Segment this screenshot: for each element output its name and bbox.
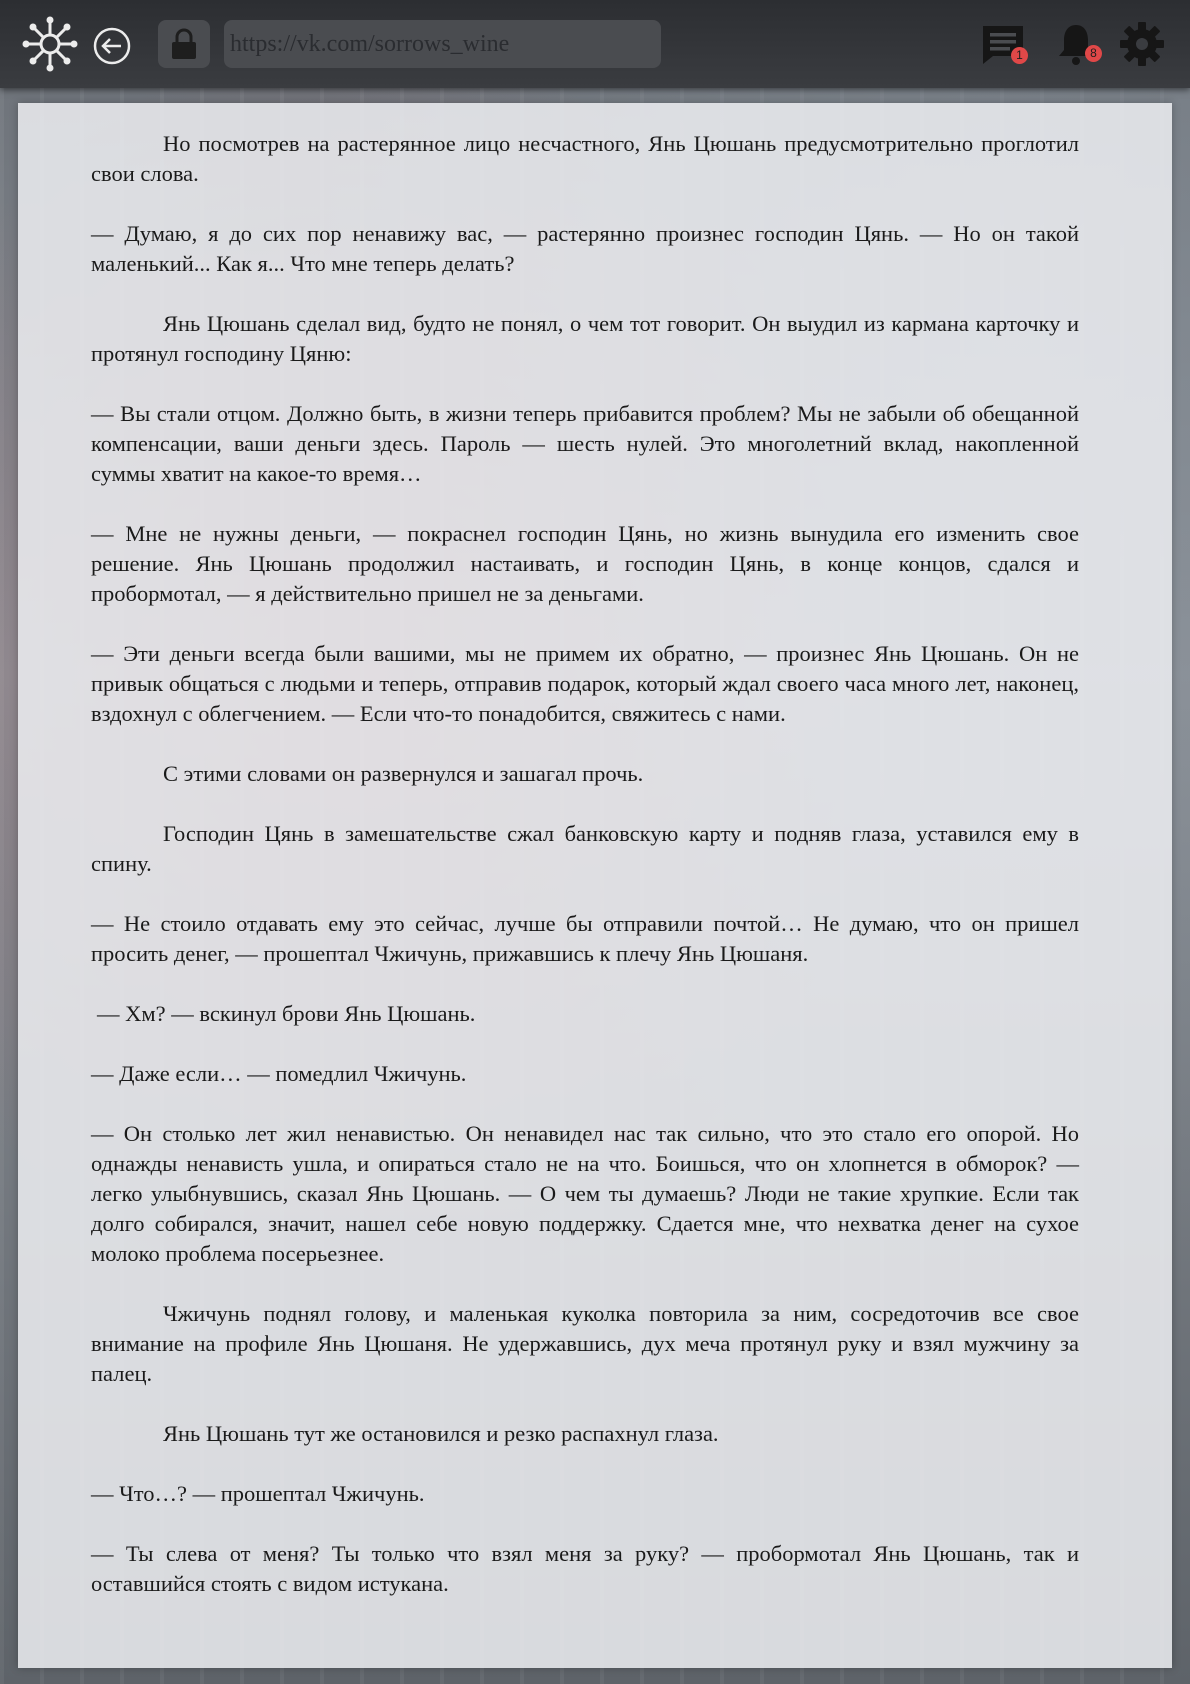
paragraph: — Мне не нужны деньги, — покраснел господин Цянь, но жизнь вынудила его изменить свое решение. Янь Цюшань продолжил настаивать, и господин Цянь, в конце концов, сдался и пробормотал, — я действительно пришел не за деньгами. xyxy=(91,521,1079,606)
top-toolbar xyxy=(0,0,1190,88)
bell-icon[interactable] xyxy=(1054,20,1098,68)
paragraph: — Не стоило отдавать ему это сейчас, лучше бы отправили почтой… Не думаю, что он пришел просить денег, — прошептал Чжичунь, прижавшись к плечу Янь Цюшаня. xyxy=(91,911,1079,966)
messages-badge: 1 xyxy=(1011,47,1028,64)
paragraph: Янь Цюшань сделал вид, будто не понял, о чем тот говорит. Он выудил из кармана карточку и протянул господину Цяню: xyxy=(91,311,1079,366)
paragraph: — Эти деньги всегда были вашими, мы не примем их обратно, — произнес Янь Цюшань. Он не привык общаться с людьми и теперь, отправив подарок, который ждал своего часа много лет, наконец, вздохнул с облегчением. — Если что-то понадобится, свяжитесь с нами. xyxy=(91,641,1079,726)
gear-icon[interactable] xyxy=(1118,20,1166,68)
paragraph: — Ты слева от меня? Ты только что взял меня за руку? — пробормотал Янь Цюшань, так и оставшийся стоять с видом истукана. xyxy=(91,1541,1079,1596)
paragraph: — Думаю, я до сих пор ненавижу вас, — растерянно произнес господин Цянь. — Но он такой маленький... Как я... Что мне теперь делать? xyxy=(91,221,1079,276)
paragraph: Янь Цюшань тут же остановился и резко распахнул глаза. xyxy=(163,1421,719,1446)
paragraph: — Что…? — прошептал Чжичунь. xyxy=(91,1481,425,1506)
paragraph: Но посмотрев на растерянное лицо несчастного, Янь Цюшань предусмотрительно проглотил свои слова. xyxy=(91,131,1079,186)
paragraph: Чжичунь поднял голову, и маленькая куколка повторила за ним, сосредоточив все свое внимание на профиле Янь Цюшаня. Не удержавшись, дух меча протянул руку и взял мужчину за палец. xyxy=(91,1301,1079,1386)
url-input[interactable] xyxy=(224,20,661,68)
message-icon[interactable] xyxy=(978,22,1028,66)
lock-icon[interactable] xyxy=(158,20,210,68)
story-text xyxy=(91,129,1079,1629)
reading-page xyxy=(18,103,1172,1668)
hub-logo-icon[interactable] xyxy=(22,16,78,72)
paragraph: — Вы стали отцом. Должно быть, в жизни теперь прибавится проблем? Мы не забыли об обещанной компенсации, ваши деньги здесь. Пароль — шесть нулей. Это многолетний вклад, накопленной суммы хватит на какое-то время… xyxy=(91,401,1079,486)
paragraph: — Он столько лет жил ненавистью. Он ненавидел нас так сильно, что это стало его опорой. Но однажды ненависть ушла, и опираться стало не на что. Боишься, что он хлопнется в обморок? — легко улыбнувшись, сказал Янь Цюшань. — О чем ты думаешь? Люди не такие хрупкие. Если так долго собирался, значит, нашел себе новую поддержку. Сдается мне, что нехватка денег на сухое молоко проблема посерьезнее. xyxy=(91,1121,1079,1266)
notifications-badge: 8 xyxy=(1085,45,1102,62)
paragraph: — Хм? — вскинул брови Янь Цюшань. xyxy=(97,1001,476,1026)
paragraph: Господин Цянь в замешательстве сжал банковскую карту и подняв глаза, уставился ему в спину. xyxy=(91,821,1079,876)
paragraph: — Даже если… — помедлил Чжичунь. xyxy=(91,1061,467,1086)
paragraph: С этими словами он развернулся и зашагал прочь. xyxy=(163,761,644,786)
back-arrow-icon[interactable] xyxy=(92,26,132,66)
